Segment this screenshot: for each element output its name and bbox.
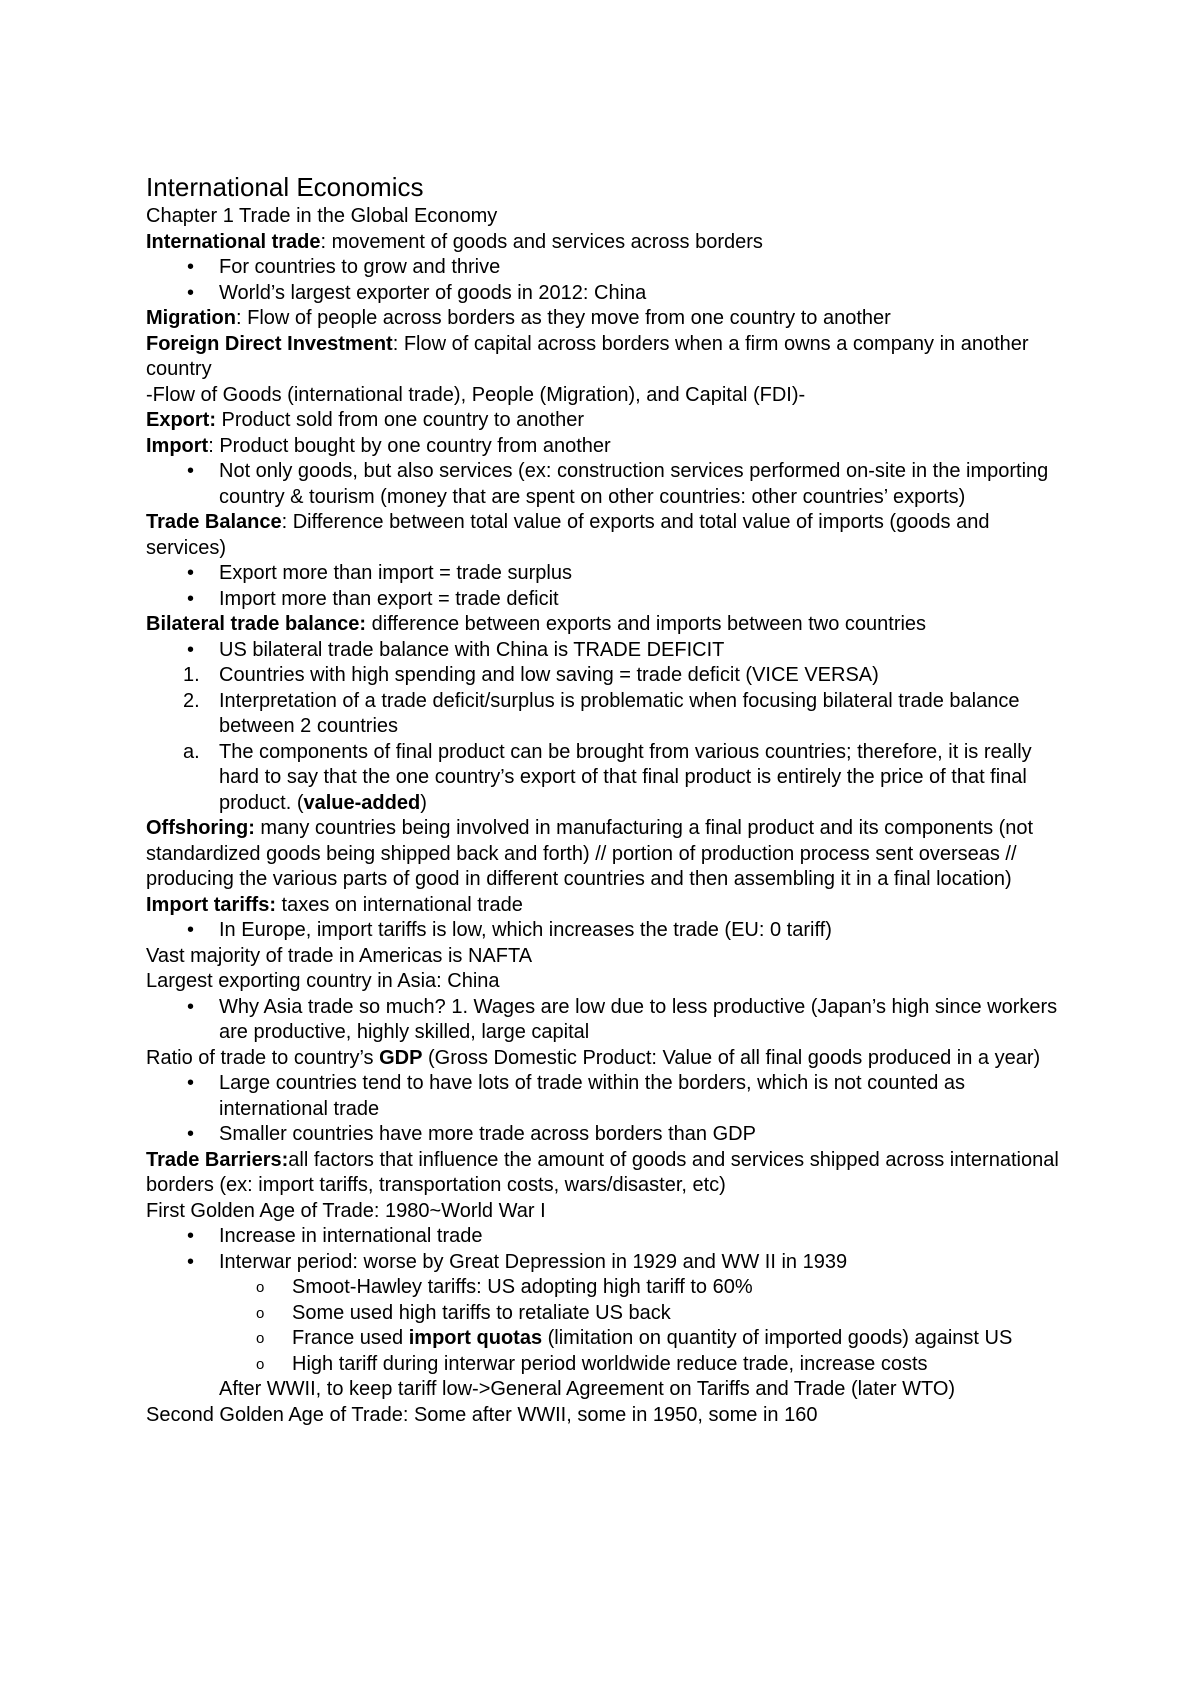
line-text [146, 970, 500, 992]
text-content: all factors that influence the amount of goods and services shipped across international borders (ex: import tariffs, transportation costs, wars/disaster, etc) [146, 1148, 1059, 1196]
line-text [146, 1047, 1040, 1069]
line-text [146, 333, 1029, 381]
definition-line [146, 612, 1066, 638]
list-marker: • [187, 1123, 195, 1145]
list-marker: • [187, 587, 195, 610]
line-text [146, 613, 926, 635]
line-text [146, 511, 989, 559]
text-content: Second Golden Age of Trade: Some after WWII, some in 1950, some in 160 [146, 1403, 818, 1426]
text-content: difference between exports and imports between two countries [366, 613, 927, 635]
list-item [146, 689, 1066, 740]
term-label: value-added [303, 791, 421, 814]
line-text [219, 1225, 483, 1247]
line-text [219, 282, 646, 304]
text-content: : movement of goods and services across borders [320, 230, 763, 253]
definition-line [146, 510, 1066, 561]
text-content: taxes on international trade [276, 893, 523, 916]
line-text [146, 409, 584, 431]
line-text [219, 588, 559, 610]
line-text [146, 945, 532, 967]
definition-line [146, 1148, 1066, 1199]
text-content: Smoot-Hawley tariffs: US adopting high tariff to 60% [292, 1276, 753, 1298]
list-item [146, 1071, 1066, 1122]
line-text [219, 1378, 955, 1400]
indented-line [146, 1377, 1066, 1403]
line-text [219, 1251, 847, 1273]
text-content: For countries to grow and thrive [219, 256, 501, 278]
list-item [146, 1250, 1066, 1276]
list-marker: • [187, 919, 195, 941]
line-text [219, 690, 1019, 738]
term-label: Export: [146, 409, 216, 431]
sub-list-marker: o [256, 1279, 265, 1296]
line-text [219, 1123, 756, 1145]
line-text [146, 1200, 546, 1222]
line-text [219, 919, 832, 941]
list-marker: • [187, 1072, 195, 1094]
definition-line [146, 893, 1066, 919]
list-marker: • [187, 995, 195, 1018]
line-text [219, 741, 1032, 814]
text-content: (Gross Domestic Product: Value of all final goods produced in a year) [422, 1046, 1041, 1069]
list-marker: • [187, 638, 195, 661]
list-marker: a. [183, 740, 200, 763]
line-text [146, 231, 763, 253]
line-text [292, 1353, 928, 1375]
term-label: GDP [379, 1046, 423, 1069]
list-item [146, 1224, 1066, 1250]
text-content: : Flow of people across borders as they move from one country to another [236, 307, 891, 329]
text-content: : Flow of capital across borders when a firm owns a company in another country [146, 332, 1029, 380]
list-marker: • [187, 562, 195, 584]
text-content: (limitation on quantity of imported goods) against US [542, 1327, 1013, 1349]
term-label: Trade Balance [146, 511, 282, 533]
text-line [146, 1403, 1066, 1429]
line-text [219, 639, 724, 661]
document-body [146, 170, 1066, 1428]
line-text [292, 1327, 1012, 1349]
term-label: Import tariffs: [146, 893, 276, 916]
list-marker: • [187, 256, 195, 278]
definition-line [146, 434, 1066, 460]
term-label: Bilateral trade balance: [146, 613, 367, 635]
list-item [146, 459, 1066, 510]
list-marker: • [187, 460, 195, 482]
list-item [146, 740, 1066, 817]
text-content: US bilateral trade balance with China is TRADE DEFICIT [219, 638, 725, 661]
text-content: Not only goods, but also services (ex: construction services performed on-site in the importing country & tourism (money that are spent on other countries: other countries’ exports) [219, 460, 1049, 508]
text-content: many countries being involved in manufacturing a final product and its components (not standardized goods being shipped back and forth) // portion of production process sent overseas // producing the various parts of good in different countries and then assembling it in a final location) [146, 817, 1034, 890]
text-content: First Golden Age of Trade: 1980~World War I [146, 1199, 546, 1222]
definition-line [146, 408, 1066, 434]
text-content: Interwar period: worse by Great Depression in 1929 and WW II in 1939 [219, 1250, 848, 1273]
term-label: import quotas [408, 1327, 543, 1349]
line-text [146, 435, 611, 457]
line-text [146, 1149, 1059, 1197]
text-content: -Flow of Goods (international trade), People (Migration), and Capital (FDI)- [146, 383, 806, 406]
text-line [146, 1199, 1066, 1225]
line-text [219, 664, 879, 686]
text-line [146, 944, 1066, 970]
text-content: Some used high tariffs to retaliate US back [292, 1301, 671, 1324]
list-marker: • [187, 1225, 195, 1247]
list-item [146, 663, 1066, 689]
text-prefix: France used [292, 1327, 409, 1349]
text-content: : Difference between total value of exports and total value of imports (goods and services) [146, 511, 990, 559]
text-content: Countries with high spending and low saving = trade deficit (VICE VERSA) [219, 664, 879, 686]
term-label: Migration [146, 307, 236, 329]
text-content: Interpretation of a trade deficit/surplus is problematic when focusing bilateral trade balance between 2 countries [219, 689, 1020, 737]
text-content: Product sold from one country to another [216, 409, 584, 431]
sub-list-item [146, 1301, 1066, 1327]
line-text [292, 1302, 671, 1324]
sub-list-item [146, 1275, 1066, 1301]
list-item [146, 281, 1066, 307]
text-content: World’s largest exporter of goods in 2012: China [219, 281, 647, 304]
line-text [146, 894, 523, 916]
text-line [146, 969, 1066, 995]
sub-list-marker: o [256, 1355, 265, 1373]
sub-list-item [146, 1352, 1066, 1378]
text-content: Import more than export = trade deficit [219, 587, 559, 610]
text-prefix: Ratio of trade to country’s [146, 1046, 380, 1069]
line-text [146, 384, 805, 406]
line-text [219, 460, 1048, 508]
list-item [146, 255, 1066, 281]
list-item [146, 1122, 1066, 1148]
line-text [219, 1072, 965, 1120]
list-item [146, 561, 1066, 587]
term-label: Import [146, 434, 209, 457]
line-text [219, 562, 572, 584]
definition-line [146, 816, 1066, 893]
definition-line [146, 306, 1066, 332]
chapter-heading: Chapter 1 Trade in the Global Economy [146, 205, 498, 227]
sub-list-item [146, 1326, 1066, 1352]
line-text [219, 256, 500, 278]
text-content: After WWII, to keep tariff low->General Agreement on Tariffs and Trade (later WTO) [219, 1378, 956, 1400]
text-content: In Europe, import tariffs is low, which increases the trade (EU: 0 tariff) [219, 919, 832, 941]
term-label: Trade Barriers: [146, 1148, 289, 1171]
list-item [146, 918, 1066, 944]
text-content: The components of final product can be brought from various countries; therefore, it is really hard to say that the one country’s export of that final product is entirely the price of that final product. ( [219, 740, 1032, 814]
list-item [146, 995, 1066, 1046]
text-content: Why Asia trade so much? 1. Wages are low due to less productive (Japan’s high since workers are productive, highly skilled, large capital [219, 995, 1058, 1043]
text-content: : Product bought by one country from another [208, 434, 611, 457]
text-content: Large countries tend to have lots of trade within the borders, which is not counted as international trade [219, 1072, 965, 1120]
definition-line [146, 332, 1066, 383]
definition-line [146, 230, 1066, 256]
line-text [146, 307, 891, 329]
term-label: Offshoring: [146, 817, 255, 839]
notes-list [146, 230, 1066, 1429]
text-content: High tariff during interwar period worldwide reduce trade, increase costs [292, 1352, 928, 1375]
text-content: Vast majority of trade in Americas is NAFTA [146, 944, 533, 967]
list-item [146, 587, 1066, 613]
text-content: Largest exporting country in Asia: China [146, 970, 500, 992]
list-item [146, 638, 1066, 664]
text-content: Export more than import = trade surplus [219, 562, 572, 584]
text-content: Increase in international trade [219, 1225, 483, 1247]
list-marker: 2. [183, 689, 200, 712]
text-content: Smaller countries have more trade across borders than GDP [219, 1123, 756, 1145]
definition-line [146, 1046, 1066, 1072]
term-label: Foreign Direct Investment [146, 332, 393, 355]
line-text [292, 1276, 753, 1298]
list-marker: • [187, 281, 195, 304]
line-text [146, 1404, 817, 1426]
text-suffix: ) [420, 791, 427, 814]
text-line [146, 383, 1066, 409]
term-label: International trade [146, 230, 321, 253]
sub-list-marker: o [256, 1330, 265, 1347]
list-marker: 1. [183, 664, 200, 686]
line-text [219, 996, 1057, 1044]
document-title: International Economics [146, 172, 424, 202]
list-marker: • [187, 1250, 195, 1273]
line-text [146, 817, 1033, 890]
sub-list-marker: o [256, 1304, 265, 1322]
